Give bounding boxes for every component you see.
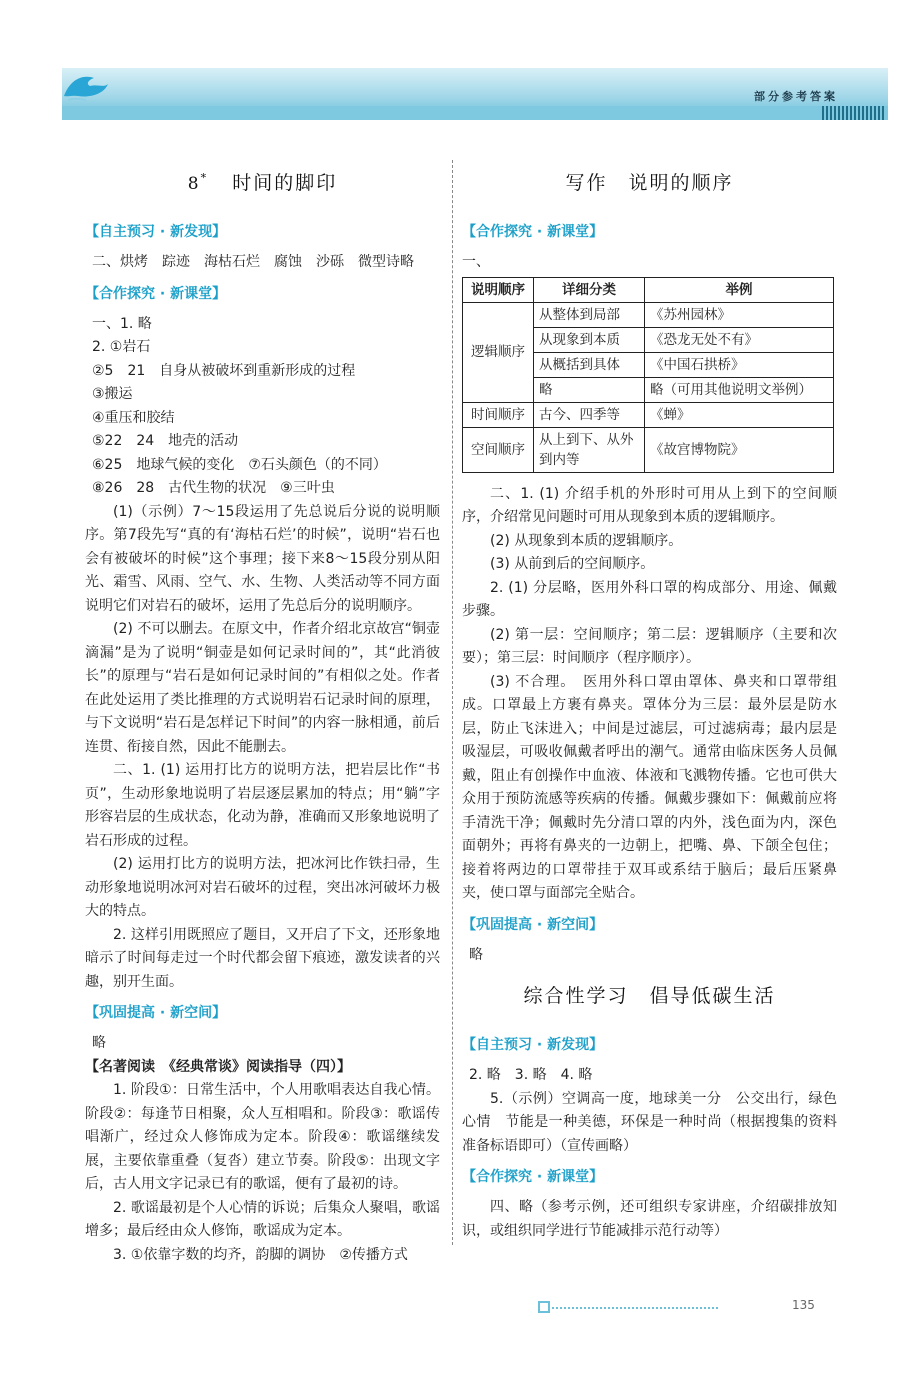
header-stripe	[62, 106, 888, 120]
vocab-line: 二、烘烤 踪迹 海枯石烂 腐蚀 沙砾 微型诗略	[92, 254, 414, 270]
preview-answer-1: 2. 略 3. 略 4. 略	[469, 1067, 593, 1083]
writing-answer-4: 2. (1) 分层略，医用外科口罩的构成部分、用途、佩戴步骤。	[462, 579, 837, 619]
answer-line: ⑥25 地球气候的变化 ⑦石头颜色（的不同）	[92, 456, 387, 473]
table-intro: 一、	[462, 254, 490, 270]
answer-line: ④重压和胶结	[92, 409, 175, 426]
answer-line: ③搬运	[92, 386, 133, 402]
column-divider	[452, 160, 453, 1245]
table-header: 举例	[645, 277, 834, 302]
bird-logo-icon	[60, 70, 110, 104]
table-row: 从现象到本质 《恐龙无处不有》	[463, 327, 834, 352]
footer-line	[548, 1307, 718, 1309]
page-number: 135	[792, 1298, 815, 1312]
section-tag-explore-2: 【合作探究 · 新课堂】	[462, 224, 604, 240]
answer-para-2: (2) 不可以删去。在原文中，作者介绍北京故宫“铜壶滴漏”是为了说明“铜壶是如何记录时间的”，其“此消彼长”的原理与“岩石是如何记录时间的”有相似之处。作者在此处运用了类比推理的方式说明岩石记录时间的原理，与下文说明“岩石是怎样记下时间”的内容一脉相通，前后连贯、衔接自然，因此不能删去。	[85, 621, 440, 755]
section-tag-preview-2: 【自主预习 · 新发现】	[462, 1037, 604, 1053]
lesson-title: 8* 时间的脚印	[187, 171, 338, 194]
answer-para-1: (1)（示例）7～15段运用了先总说后分说的说明顺序。第7段先写“真的有‘海枯石烂’的时候”，说明“岩石也会有被破坏的时候”这个事理；接下来8～15段分别从阳光、霜雪、风雨、空气、水、生物、人类活动等不同方面说明它们对岩石的破坏，运用了先总后分的说明顺序。	[85, 503, 440, 614]
section-tag-explore-3: 【合作探究 · 新课堂】	[462, 1169, 604, 1185]
writing-answer-6: (3) 不合理。 医用外科口罩由罩体、鼻夹和口罩带组成。口罩最上方裹有鼻夹。罩体分为三层：最外层是防水层，防止飞沫进入；中间是过滤层，可过滤病毒；最内层是吸湿层，可吸收佩戴者呼出的潮气。通常由临床医务人员佩戴，阻止有创操作中血液、体液和飞溅物传播。它也可供大众用于预防流感等疾病的传播。佩戴步骤如下：佩戴前应将手清洗干净；佩戴时先分清口罩的内外，浅色面为内，深色面朝外；再将有鼻夹的一边朝上，把嘴、鼻、下颌全包住；接着将两边的口罩带挂于双耳或系结于脑后；最后压紧鼻夹，使口罩与面部完全贴合。	[462, 673, 837, 901]
section-tag-explore: 【合作探究 · 新课堂】	[85, 285, 227, 302]
writing-answer-3: (3) 从前到后的空间顺序。	[490, 556, 655, 572]
preview-answer-2: 5.（示例）空调高一度，地球美一分 公交出行，绿色心情 节能是一种美德，环保是一种时尚（根据搜集的资料准备标语即可）（宣传画略）	[462, 1090, 837, 1154]
explore-answer: 四、略（参考示例，还可组织专家讲座，介绍碳排放知识，或组织同学进行节能减排示范行动等）	[462, 1199, 837, 1239]
answer-line: ②5 21 自身从被破坏到重新形成的过程	[92, 362, 356, 379]
table-row: 空间顺序 从上到下、从外到内等 《故宫博物院》	[463, 427, 834, 472]
header-title: 部分参考答案	[754, 90, 838, 103]
writing-answer-2: (2) 从现象到本质的逻辑顺序。	[490, 532, 683, 549]
answer-para-3: 二、1. (1) 运用打比方的说明方法，把岩层比作“书页”，生动形象地说明了岩层逐层累加的特点；用“躺”字形容岩层的生成状态，化动为静，准确而又形象地说明了岩石形成的过程。	[85, 762, 440, 849]
comprehensive-title: 综合性学习 倡导低碳生活	[523, 985, 776, 1007]
table-header: 详细分类	[534, 277, 645, 302]
answer-para-4: (2) 运用打比方的说明方法，把冰河比作铁扫帚，生动形象地说明冰河对岩石破坏的过程，突出冰河破坏力极大的特点。	[85, 856, 440, 919]
answer-line: ⑧26 28 古代生物的状况 ⑨三叶虫	[92, 480, 335, 496]
answer-line: ⑤22 24 地壳的活动	[92, 433, 239, 449]
consolidate-answer: 略	[92, 1035, 106, 1051]
table-row: 略 略（可用其他说明文举例）	[463, 377, 834, 402]
section-tag-consolidate-2: 【巩固提高 · 新空间】	[462, 916, 604, 933]
writing-answer-5: (2) 第一层：空间顺序；第二层：逻辑顺序（主要和次要）；第三层：时间顺序（程序顺序）。	[462, 626, 837, 666]
reading-answer-1: 1. 阶段①：日常生活中，个人用歌唱表达自我心情。阶段②：每逢节日相聚，众人互相唱和。阶段③：歌谣传唱渐广，经过众人修饰成为定本。阶段④：歌谣继续发展，主要依靠重叠（复沓）建立节奏。阶段⑤：出现文字后，古人用文字记录已有的歌谣，便有了最初的诗。	[85, 1082, 440, 1192]
reading-answer-2: 2. 歌谣最初是个人心情的诉说；后集众人聚唱，歌谣增多；最后经由众人修饰，歌谣成为定本。	[85, 1199, 440, 1239]
answer-list	[85, 313, 440, 501]
header-ticks	[822, 106, 886, 120]
writing-answer-1: 二、1. (1) 介绍手机的外形时可用从上到下的空间顺序，介绍常见问题时可用从现象到本质的逻辑顺序。	[462, 485, 837, 525]
table-row: 逻辑顺序 从整体到局部 《苏州园林》	[463, 302, 834, 327]
answer-para-5: 2. 这样引用既照应了题目，又开启了下文，还形象地暗示了时间每走过一个时代都会留下痕迹，激发读者的兴趣，别开生面。	[85, 926, 440, 990]
table-row: 从概括到具体 《中国石拱桥》	[463, 352, 834, 377]
right-column	[462, 160, 837, 1243]
answer-line: 一、1. 略	[92, 315, 152, 332]
table-row: 时间顺序 古今、四季等 《蝉》	[463, 402, 834, 427]
writing-title: 写作 说明的顺序	[565, 172, 734, 194]
consolidate-answer-2: 略	[469, 946, 483, 963]
reading-guide-title: 【名著阅读 《经典常谈》阅读指导（四）】	[85, 1058, 351, 1075]
left-column	[85, 160, 440, 1267]
section-tag-consolidate: 【巩固提高 · 新空间】	[85, 1005, 227, 1021]
section-tag-preview: 【自主预习 · 新发现】	[85, 224, 227, 240]
reading-answer-3: 3. ①依靠字数的均齐，韵脚的调协 ②传播方式	[113, 1246, 408, 1263]
order-table	[462, 277, 834, 473]
answer-line: 2. ①岩石	[92, 339, 151, 355]
table-header: 说明顺序	[463, 277, 534, 302]
